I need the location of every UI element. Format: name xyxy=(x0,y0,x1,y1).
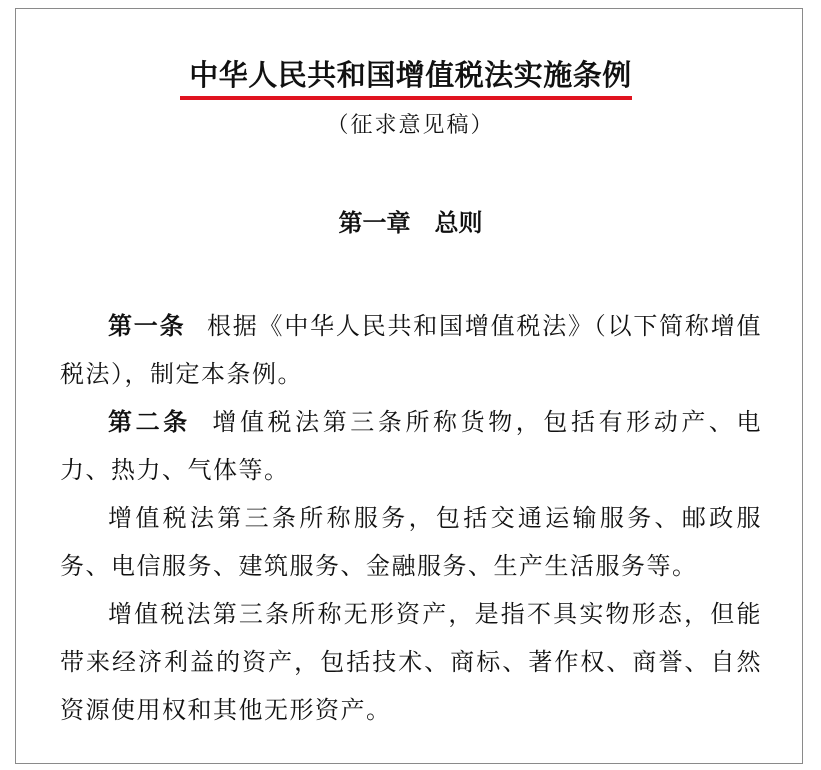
paragraph-text: 增值税法第三条所称服务，包括交通运输服务、邮政服务、电信服务、建筑服务、金融服务、生产生活服务等。 xyxy=(60,504,762,580)
title-underline xyxy=(180,96,632,100)
document-title: 中华人民共和国增值税法实施条例 xyxy=(189,58,632,92)
article-text: 增值税法第三条所称货物，包括有形动产、电力、热力、气体等。 xyxy=(60,408,763,484)
services-paragraph xyxy=(60,494,762,590)
article-label: 第一条 xyxy=(108,312,186,340)
article-label: 第二条 xyxy=(108,408,191,436)
document-subtitle: （征求意见稿） xyxy=(326,113,495,138)
article-text: 根据《中华人民共和国增值税法》（以下简称增值税法），制定本条例。 xyxy=(60,312,763,388)
paragraph-text: 增值税法第三条所称无形资产，是指不具实物形态，但能带来经济利益的资产，包括技术、商标、著作权、商誉、自然资源使用权和其他无形资产。 xyxy=(60,600,762,724)
document-body xyxy=(60,302,762,734)
chapter-heading: 第一章 总则 xyxy=(338,209,483,237)
article-2-paragraph xyxy=(60,398,762,494)
article-1-paragraph xyxy=(60,302,762,398)
intangible-assets-paragraph xyxy=(60,590,762,734)
